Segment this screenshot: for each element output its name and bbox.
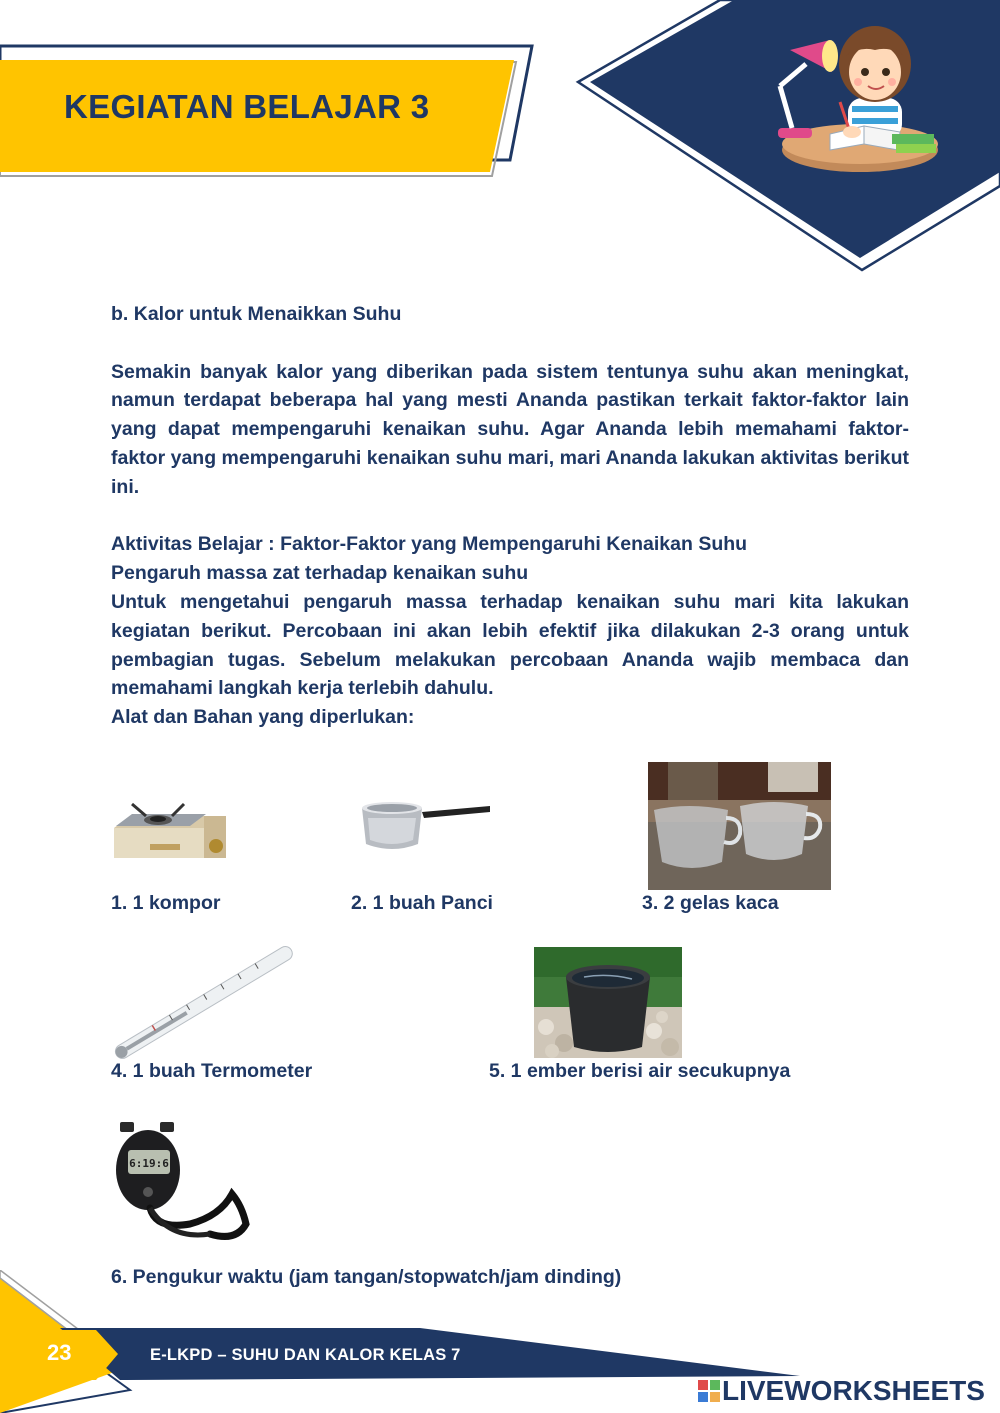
materials-heading: Alat dan Bahan yang diperlukan: [111,706,415,729]
glass-cups-icon [648,762,831,890]
liveworksheets-brand[interactable] [698,1375,985,1407]
thermometer-icon [108,944,298,1062]
material-label-5: 5. 1 ember berisi air secukupnya [489,1060,791,1082]
activity-title: Aktivitas Belajar : Faktor-Faktor yang Mempengaruhi Kenaikan Suhu [111,533,748,556]
intro-paragraph: Semakin banyak kalor yang diberikan pada sistem tentunya suhu akan meningkat, namun terdapat beberapa hal yang mesti Ananda pastikan terkait faktor-faktor lain yang dapat mempengaruhi kenaikan suhu. Agar Ananda lebih memahami faktor-faktor yang mempengaruhi kenaikan suhu mari, mari Ananda lakukan aktivitas berikut ini. [111,360,909,498]
instruction-paragraph: Untuk mengetahui pengaruh massa terhadap kenaikan suhu mari kita lakukan kegiatan berikut. Percobaan ini akan lebih efektif jika dilakukan 2-3 orang untuk pembagian tugas. Sebelum melakukan percobaan Ananda wajib membaca dan memahami langkah kerja terlebih dahulu. [111,590,909,700]
content-body [111,300,909,732]
footer-text: E-LKPD – SUHU DAN KALOR KELAS 7 [150,1346,461,1364]
saucepan-icon [358,796,494,854]
subtopic-heading: Pengaruh massa zat terhadap kenaikan suhu [111,562,529,585]
stove-icon [110,798,230,864]
section-heading: b. Kalor untuk Menaikkan Suhu [111,303,402,325]
bucket-icon [534,947,682,1058]
brand-name: LIVEWORKSHEETS [722,1375,985,1406]
material-label-1: 1. 1 kompor [111,892,221,914]
stopwatch-icon [110,1120,260,1252]
material-label-4: 4. 1 buah Termometer [111,1060,313,1082]
material-label-6: 6. Pengukur waktu (jam tangan/stopwatch/jam dinding) [111,1266,622,1288]
material-label-2: 2. 1 buah Panci [351,892,493,914]
page-number: 23 [47,1340,72,1365]
page-title: KEGIATAN BELAJAR 3 [64,88,430,125]
liveworksheets-logo-icon [698,1380,720,1402]
stopwatch-display: 6:19:6 [129,1157,169,1170]
girl-studying-illustration [760,10,940,175]
material-label-3: 3. 2 gelas kaca [642,892,779,914]
